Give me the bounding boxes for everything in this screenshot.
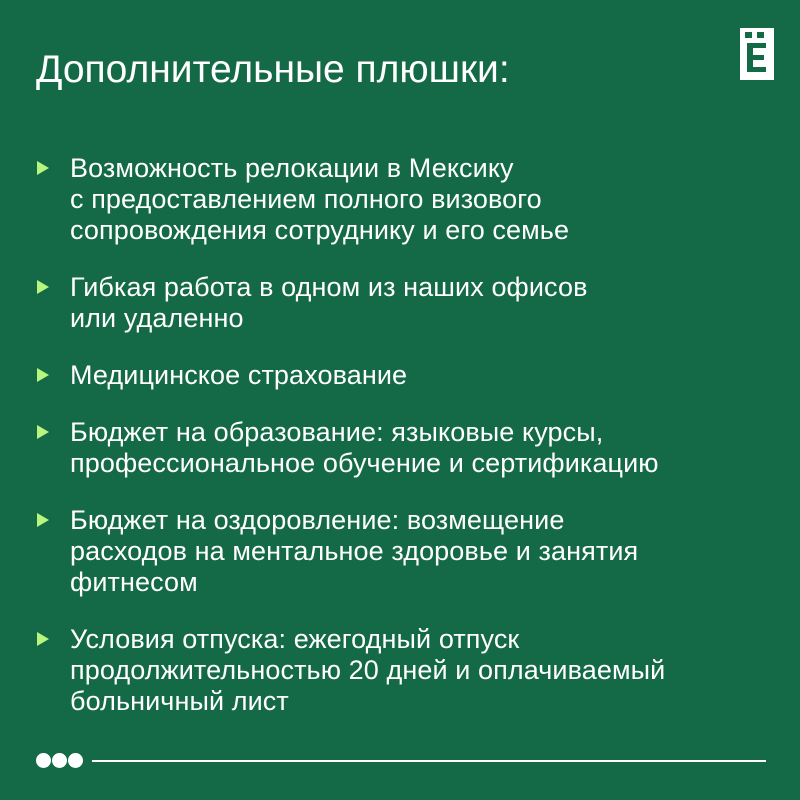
- bullet-icon: [36, 631, 50, 647]
- footer-divider: [92, 760, 766, 762]
- benefit-text: Бюджет на оздоровление: возмещение расходов на ментальное здоровье и занятия фитнесом: [70, 505, 639, 597]
- slide-footer: [36, 752, 766, 770]
- bullet-icon: [36, 160, 50, 176]
- bullet-icon: [36, 367, 50, 383]
- dot: [52, 753, 67, 768]
- brand-logo: [740, 28, 774, 80]
- benefit-item: [36, 153, 766, 246]
- benefit-text: Гибкая работа в одном из наших офисов или удаленно: [70, 272, 588, 333]
- dot: [68, 753, 83, 768]
- benefit-item: [36, 360, 766, 391]
- benefit-item: [36, 505, 766, 598]
- three-dots-icon: [36, 753, 84, 769]
- benefit-item: [36, 272, 766, 334]
- bullet-icon: [36, 512, 50, 528]
- benefit-text: Медицинское страхование: [70, 360, 408, 390]
- benefit-item: [36, 624, 766, 717]
- dot: [36, 753, 51, 768]
- benefit-text: Возможность релокации в Мексику с предоставлением полного визового сопровождения сотруднику и его семье: [70, 153, 570, 245]
- benefit-item: [36, 417, 766, 479]
- page-title: Дополнительные плюшки:: [36, 48, 510, 91]
- bullet-icon: [36, 424, 50, 440]
- bullet-icon: [36, 279, 50, 295]
- benefits-list: [36, 153, 766, 717]
- benefit-text: Бюджет на образование: языковые курсы, профессиональное обучение и сертификацию: [70, 417, 659, 478]
- benefit-text: Условия отпуска: ежегодный отпуск продолжительностью 20 дней и оплачиваемый больничный лист: [70, 624, 666, 716]
